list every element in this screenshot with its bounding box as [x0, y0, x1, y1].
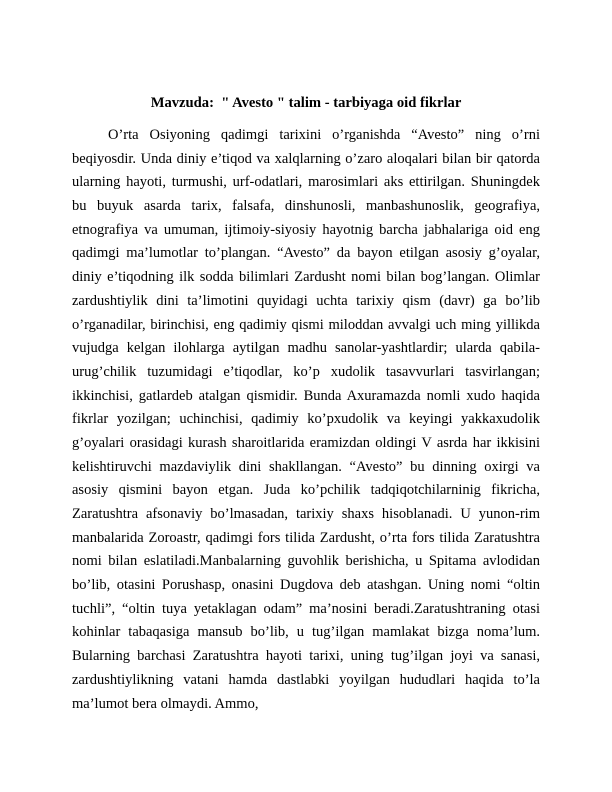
- document-title: Mavzuda: " Avesto " talim - tarbiyaga oid fikrlar: [150, 95, 462, 111]
- document-body-paragraph: O’rta Osiyoning qadimgi tarixini o’rganishda “Avesto” ning o’rni beqiyosdir. Unda diniy e’tiqod va xalqlarning o’zaro aloqalari bilan bir qatorda ularning hayoti, turmushi, urf-odatlari, marosimlari aks ettirilgan. Shuningdek bu buyuk asarda tarix, falsafa, dinshunosli, manbashunoslik, geografiya, etnografiya va umuman, ijtimoiy-siyosiy hayotnig barcha jabhalariga oid eng qadimgi ma’lumotlar to’plangan. “Avesto” da bayon etilgan asosiy g’oyalar, diniy e’tiqodning ilk sodda bilimlari Zardusht nomi bilan bog’langan. Olimlar zardushtiylik dini ta’limotini quyidagi uchta tarixiy qism (davr) ga bo’lib o’rganadilar, birinchisi, eng qadimiy qismi miloddan avvalgi uch ming yillikda vujudga kelgan ilohlarga aytilgan madhu sanolar-yashtlardir; ularda qabila-urug’chilik tuzumidagi e’tiqodlar, ko’p xudolik tasavvurlari tasvirlangan; ikkinchisi, gatlardeb atalgan qismidir. Bunda Axuramazda nomli xudo haqida fikrlar yozilgan; uchinchisi, qadimiy ko’pxudolik va keyingi yakkaxudolik g’oyalari orasidagi kurash sharoitlarida eramizdan oldingi V asrda har ikkisini kelishtiruvchi mazdaviylik dini shakllangan. “Avesto” bu dinning oxirgi va asosiy qismini bayon etgan. Juda ko’pchilik tadqiqotchilarninig fikricha, Zaratushtra afsonaviy bo’lmasadan, tarixiy shaxs hisoblanadi. U yunon-rim manbalarida Zoroastr, qadimgi fors tilida Zardusht, o’rta fors tilida Zaratushtra nomi bilan eslatiladi.Manbalarning guvohlik berishicha, u Spitama avlodidan bo’lib, otasini Porushasp, onasini Dugdova deb atashgan. Uning nomi “oltin tuchli”, “oltin tuya yetaklagan odam” ma’nosini beradi.Zaratushtraning otasi kohinlar tabaqasiga mansub bo’lib, u tug’ilgan mamlakat bizga noma’lum. Bularning barchasi Zaratushtra hayoti tarixi, uning tug’ilgan joyi va sanasi, zardushtiylikning vatani hamda dastlabki yoyilgan hududlari haqida to’la ma’lumot bera olmaydi. Ammo,: [72, 127, 540, 712]
